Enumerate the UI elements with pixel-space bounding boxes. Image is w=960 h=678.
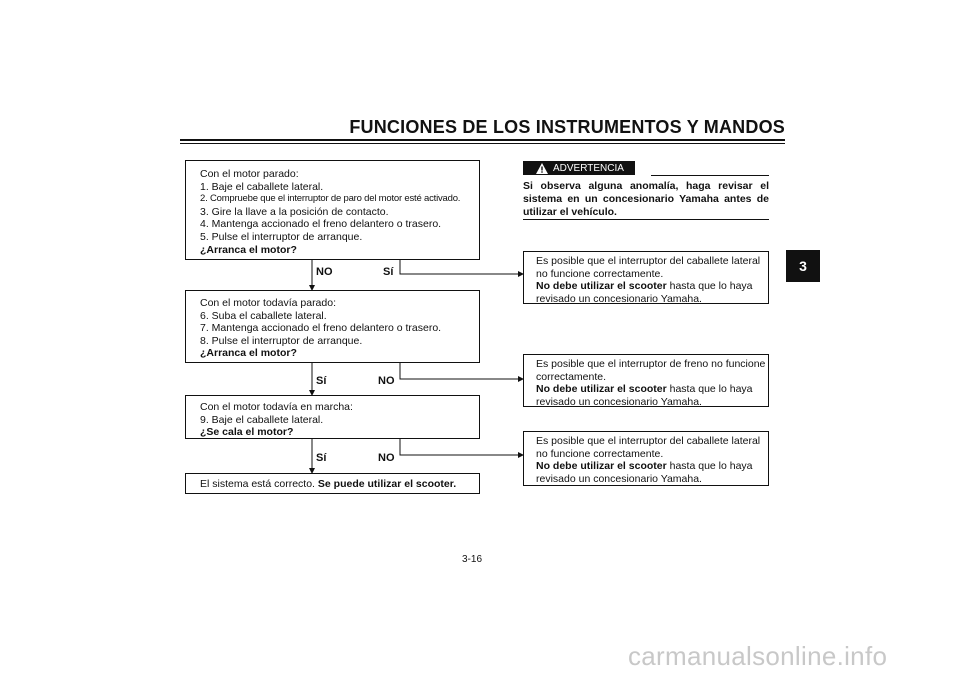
flow-result-box-ok	[185, 473, 480, 494]
warning-label: ADVERTENCIA	[553, 162, 624, 174]
warning-badge	[523, 161, 635, 175]
flow-step-box-3	[185, 395, 480, 439]
result-text: Es posible que el interruptor del caballete lateral	[536, 435, 761, 447]
step-text: 7. Mantenga accionado el freno delantero o trasero.	[200, 322, 442, 335]
step-text: 5. Pulse el interruptor de arranque.	[200, 230, 363, 243]
step-text: Con el motor todavía en marcha:	[200, 401, 353, 413]
branch-label: NO	[316, 266, 333, 278]
step-text: 4. Mantenga accionado el freno delantero o trasero.	[200, 218, 442, 231]
page-number: 3-16	[462, 554, 483, 565]
connector-box1-result1	[400, 260, 523, 274]
step-text: 3. Gire la llave a la posición de contacto.	[200, 205, 389, 218]
step-question: ¿Se cala el motor?	[200, 426, 294, 439]
warning-bottom-rule	[523, 219, 769, 220]
step-question: ¿Arranca el motor?	[200, 347, 297, 360]
result-text: hasta que lo haya	[666, 383, 753, 396]
connector-box3-result3	[400, 439, 523, 455]
connector-box2-result2	[400, 363, 523, 379]
result-bold-text: No debe utilizar el scooter	[536, 280, 667, 293]
flow-step-box-2	[185, 290, 480, 363]
flow-result-box-3	[523, 431, 769, 486]
branch-label: Sí	[316, 452, 327, 464]
result-bold-text: Se puede utilizar el scooter.	[317, 478, 457, 490]
step-text: 8. Pulse el interruptor de arranque.	[200, 334, 363, 347]
result-text: correctamente.	[536, 370, 607, 383]
result-text: hasta que lo haya	[666, 460, 753, 473]
flow-result-box-1	[523, 251, 769, 304]
result-text: Es posible que el interruptor de freno no funcione	[536, 358, 766, 370]
page-title: FUNCIONES DE LOS INSTRUMENTOS Y MANDOS	[349, 117, 785, 137]
flow-result-box-2	[523, 354, 769, 407]
warning-text: Si observa alguna anomalía, haga revisar el sistema en un concesionario Yamaha antes de utilizar el vehículo.	[523, 180, 769, 218]
result-text: no funcione correctamente.	[536, 447, 664, 460]
warning-rule	[651, 175, 769, 176]
result-text: El sistema está correcto.	[200, 478, 315, 490]
branch-label: Sí	[383, 266, 394, 278]
step-text: 2. Compruebe que el interruptor de paro del motor esté activado.	[200, 193, 461, 205]
branch-label: NO	[378, 375, 395, 387]
result-text: revisado un concesionario Yamaha.	[536, 395, 702, 408]
step-text: 9. Baje el caballete lateral.	[200, 413, 324, 426]
result-text: Es posible que el interruptor del caballete lateral	[536, 255, 761, 267]
step-text: Con el motor todavía parado:	[200, 297, 336, 309]
step-text: 1. Baje el caballete lateral.	[200, 180, 324, 193]
step-question: ¿Arranca el motor?	[200, 243, 297, 256]
step-text: Con el motor parado:	[200, 168, 299, 180]
step-text: 6. Suba el caballete lateral.	[200, 309, 327, 322]
chapter-tab: 3	[786, 250, 820, 282]
branch-label: Sí	[316, 375, 327, 387]
result-text: hasta que lo haya	[666, 280, 753, 293]
result-text: revisado un concesionario Yamaha.	[536, 292, 702, 305]
flow-step-box-1	[185, 160, 480, 260]
branch-label: NO	[378, 452, 395, 464]
result-bold-text: No debe utilizar el scooter	[536, 460, 667, 473]
warning-triangle-icon	[536, 163, 548, 174]
result-bold-text: No debe utilizar el scooter	[536, 383, 667, 396]
result-text: no funcione correctamente.	[536, 267, 664, 280]
watermark: carmanualsonline.info	[628, 641, 888, 671]
result-text: revisado un concesionario Yamaha.	[536, 472, 702, 485]
